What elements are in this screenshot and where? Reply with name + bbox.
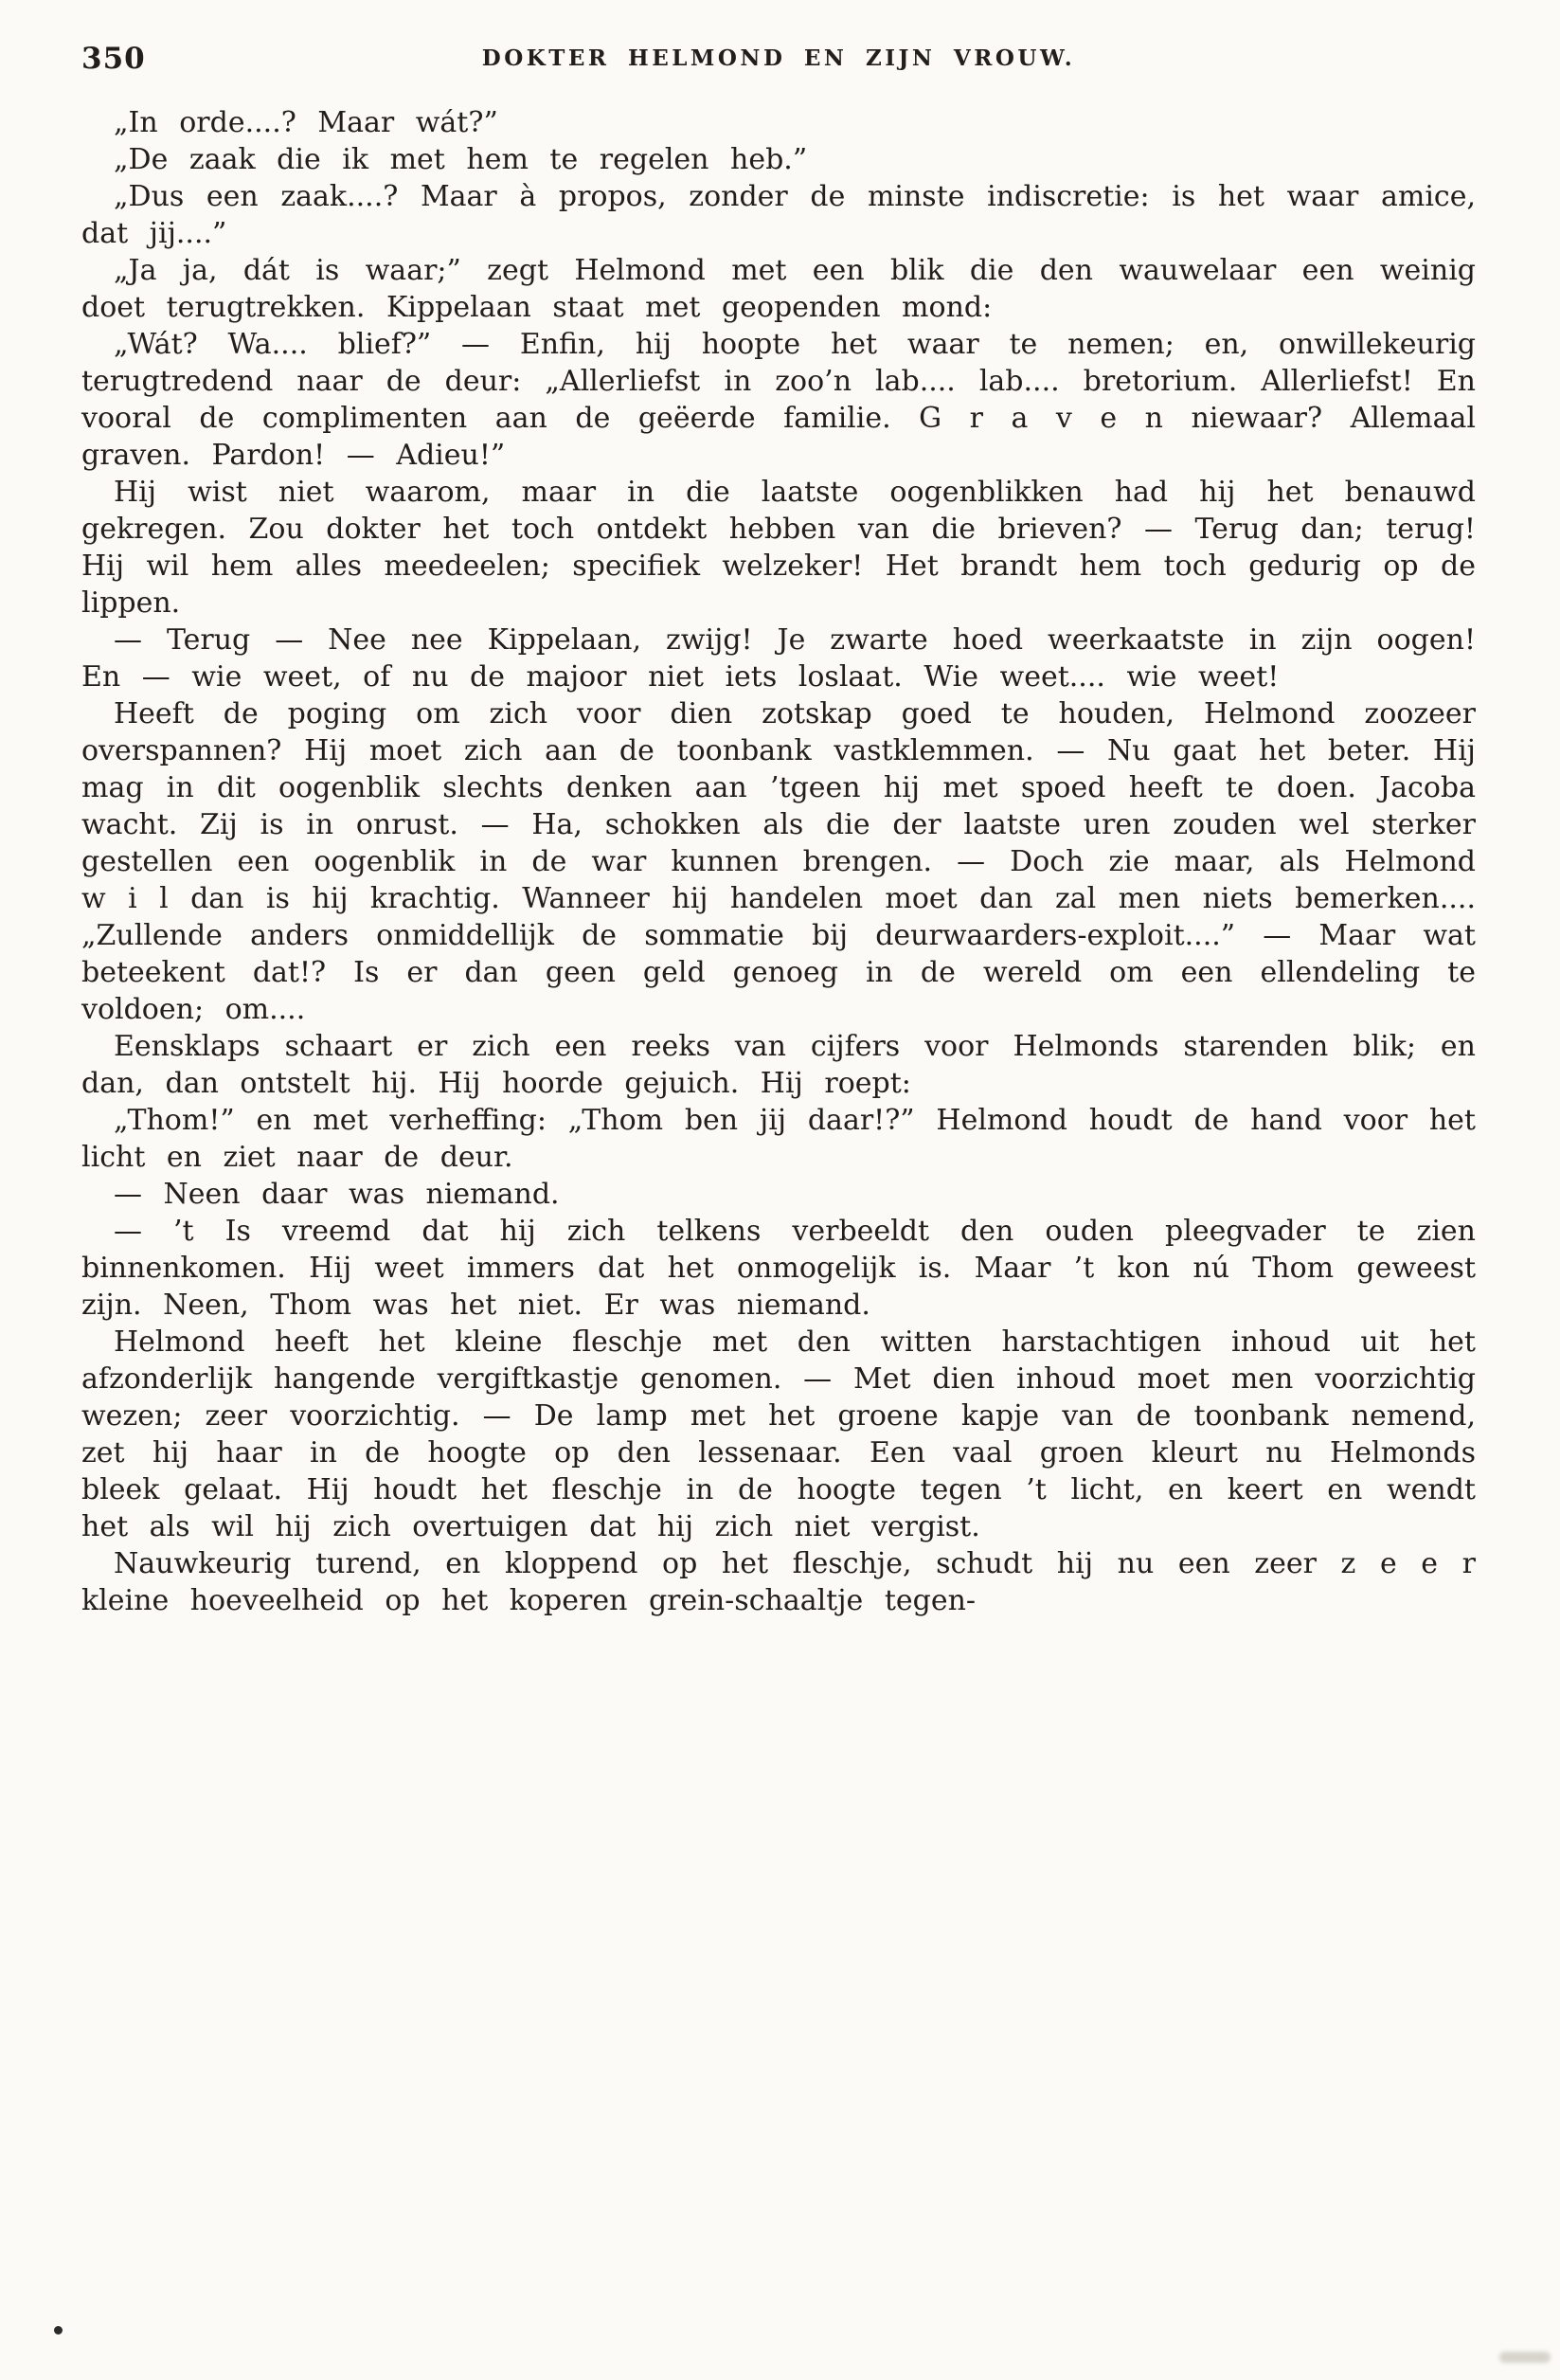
page-number: 350 [81,42,146,76]
paragraph: Helmond heeft het kleine fleschje met den witten harstachtigen inhoud uit het afzonderlijk hangende vergiftkastje genomen. — Met dien inhoud moet men voorzichtig wezen; zeer voorzichtig. — De lamp met het groene kapje van de toonbank nemend, zet hij haar in de hoogte op den lessenaar. Een vaal groen kleurt nu Helmonds bleek gelaat. Hij houdt het fleschje in de hoogte tegen ’t licht, en keert en wendt het als wil hij zich overtuigen dat hij zich niet vergist. [81,1325,1476,1543]
paragraph: „Wát? Wa.... blief?” — Enfin, hij hoopte het waar te nemen; en, onwillekeurig terugtredend naar de deur: „Allerliefst in zoo’n lab.... lab.... bretorium. Allerliefst! En vooral de complimenten aan de geëerde familie. G r a v e n niewaar? Allemaal graven. Pardon! — Adieu!” [81,328,1476,472]
paragraph: — ’t Is vreemd dat hij zich telkens verbeeldt den ouden pleegvader te zien binnenkomen. Hij weet immers dat het onmogelijk is. Maar ’t kon nú Thom geweest zijn. Neen, Thom was het niet. Er was niemand. [81,1215,1476,1322]
paragraph: „De zaak die ik met hem te regelen heb.” [114,143,808,176]
paragraph: Hij wist niet waarom, maar in die laatste oogenblikken had hij het benauwd gekregen. Zou dokter het toch ontdekt hebben van die brieven? — Terug dan; terug! Hij wil hem alles meedeelen; specifiek welzeker! Het brandt hem toch gedurig op de lippen. [81,476,1476,620]
paragraph: — Neen daar was niemand. [114,1178,560,1211]
running-title: DOKTER HELMOND EN ZIJN VROUW. [481,45,1076,71]
paragraph: „Thom!” en met verheffing: „Thom ben jij daar!?” Helmond houdt de hand voor het licht en ziet naar de deur. [81,1104,1476,1174]
page-body [81,104,1476,1619]
paragraph: — Terug — Nee nee Kippelaan, zwijg! Je zwarte hoed weerkaatste in zijn oogen! En — wie weet, of nu de majoor niet iets loslaat. Wie weet.... wie weet! [81,623,1476,694]
paragraph: „Ja ja, dát is waar;” zegt Helmond met een blik die den wauwelaar een weinig doet terugtrekken. Kippelaan staat met geopenden mond: [81,254,1476,324]
paragraph: Heeft de poging om zich voor dien zotskap goed te houden, Helmond zoozeer overspannen? Hij moet zich aan de toonbank vastklemmen. — Nu gaat het beter. Hij mag in dit oogenblik slechts denken aan ’tgeen hij met spoed heeft te doen. Jacoba wacht. Zij is in onrust. — Ha, schokken als die der laatste uren zouden wel sterker gestellen een oogenblik in de war kunnen brengen. — Doch zie maar, als Helmond w i l dan is hij krachtig. Wanneer hij handelen moet dan zal men niets bemerken.... „Zullende anders onmiddellijk de sommatie bij deurwaarders-exploit....” — Maar wat beteekent dat!? Is er dan geen geld genoeg in de wereld om een ellendeling te voldoen; om.... [81,697,1476,1026]
paragraph: Eensklaps schaart er zich een reeks van cijfers voor Helmonds starenden blik; en dan, dan ontstelt hij. Hij hoorde gejuich. Hij roept: [81,1030,1476,1100]
paragraph: „Dus een zaak....? Maar à propos, zonder de minste indiscretie: is het waar amice, dat jij....” [81,180,1476,250]
paragraph: Nauwkeurig turend, en kloppend op het fleschje, schudt hij nu een zeer z e e r kleine hoeveelheid op het koperen grein-schaaltje tegen- [81,1547,1476,1617]
page-header [81,40,1476,80]
page-mark [54,2326,63,2335]
paragraph: „In orde....? Maar wát?” [114,106,498,139]
scan-smudge [1499,2352,1551,2363]
